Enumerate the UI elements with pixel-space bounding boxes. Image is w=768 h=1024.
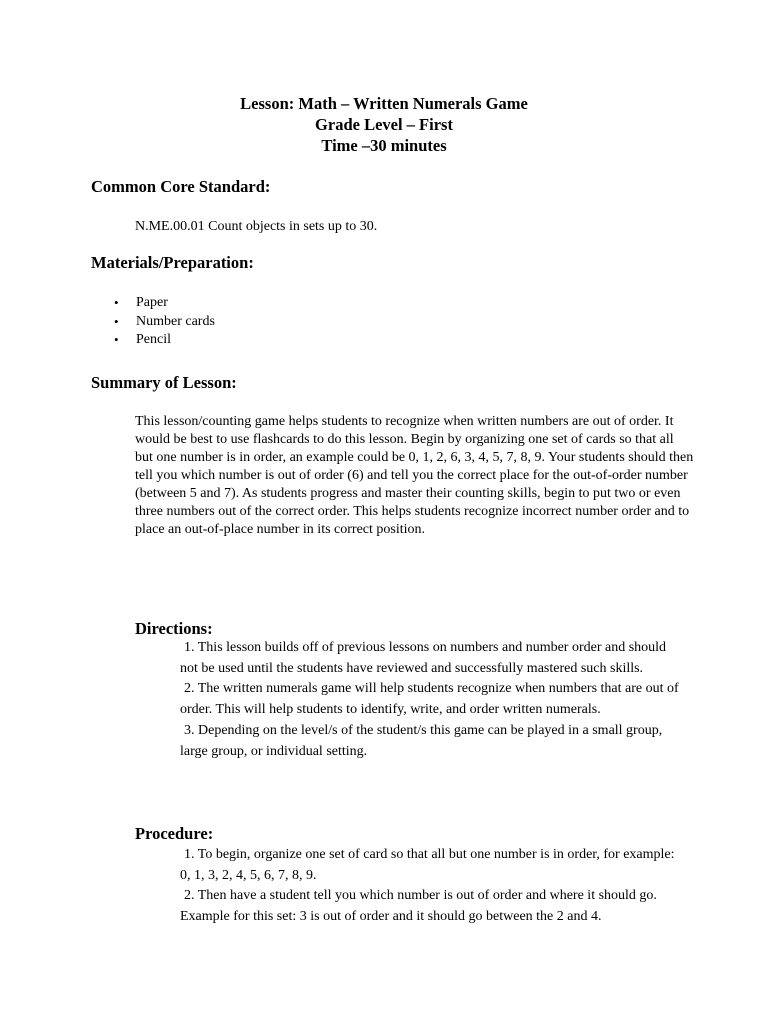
material-label: Number cards [136,313,215,329]
list-item [110,313,215,332]
direction-item: 1. This lesson builds off of previous lessons on numbers and number order and should not be used until the students have reviewed and successfully mastered such skills. [180,640,667,676]
material-label: Paper [136,295,168,310]
summary-paragraph: This lesson/counting game helps students to recognize when written numbers are out of order. It would be best to use flashcards to do this lesson. Begin by organizing one set of cards so that all but one number is in order, an example could be 0, 1, 2, 6, 3, 4, 5, 7, 8, 9. Your students should then tell you which number is out of order (6) and tell you the correct place for the out-of-order number (between 5 and 7). As students progress and master their counting skills, begin to put two or even three numbers out of the correct order. This helps students recognize incorrect number order and to place an out-of-place number in its correct position. [135,414,694,537]
material-label: Pencil [136,332,171,347]
bullet-icon: • [114,295,119,310]
procedure-item: 2. Then have a student tell you which number is out of order and where it should go. Example for this set: 3 is out of order and it should go between the 2 and 4. [180,888,657,925]
standard-heading: Common Core Standard: [91,177,271,196]
bullet-icon: • [114,332,119,347]
materials-heading: Materials/Preparation: [91,253,254,272]
bullet-icon: • [114,313,119,329]
list-item [110,331,215,350]
direction-item: 3. Depending on the level/s of the student/s this game can be played in a small group, large group, or individual setting. [180,722,663,759]
title-line-lesson: Lesson: Math – Written Numerals Game [240,94,528,113]
directions-heading: Directions: [135,619,213,638]
procedure-heading: Procedure: [135,824,214,843]
direction-item: 2. The written numerals game will help students recognize when numbers that are out of order. This will help students to identify, write, and order written numerals. [180,681,679,718]
materials-list [110,294,215,350]
procedure-item: 1. To begin, organize one set of card so that all but one number is in order, for example: 0, 1, 3, 2, 4, 5, 6, 7, 8, 9. [180,847,675,883]
summary-heading: Summary of Lesson: [91,373,237,392]
list-item [110,294,215,313]
lesson-title [0,93,768,156]
title-line-grade: Grade Level – First [315,115,453,134]
procedure-list [180,845,680,928]
directions-list [180,638,680,762]
standard-text: N.ME.00.01 Count objects in sets up to 30. [135,219,378,234]
title-line-time: Time –30 minutes [321,136,447,155]
